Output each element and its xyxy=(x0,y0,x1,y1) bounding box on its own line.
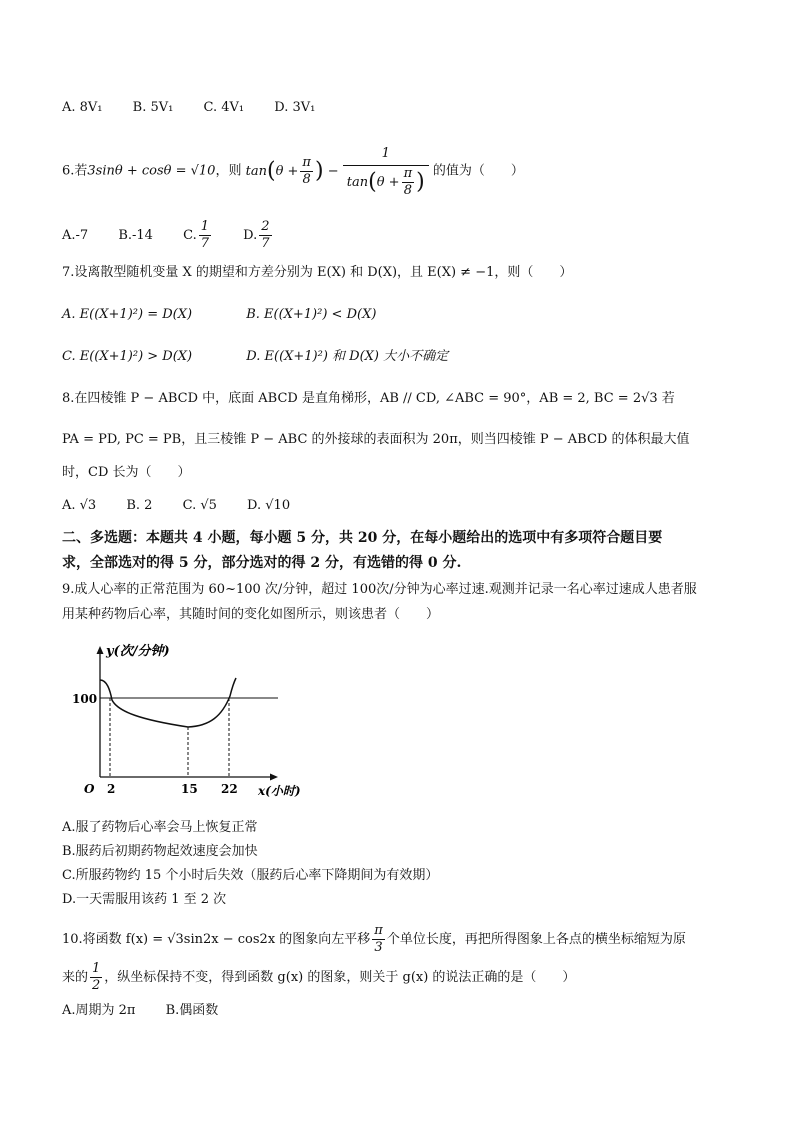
section2-heading-line2: 求，全部选对的得 5 分，部分选对的得 2 分，有选错的得 0 分. xyxy=(62,555,462,571)
q7-option-a: A. E((X+1)²) = D(X) xyxy=(62,307,193,322)
q10-line1 xyxy=(62,920,686,960)
q6-expression: tan(θ + $\frac{\pi}{8}$ ) − 1 tan(θ + $\frac{\pi}{8}$ ) xyxy=(246,164,433,179)
q10-line2-a: 来的 xyxy=(62,970,89,985)
x-tick-22: 22 xyxy=(221,782,238,796)
q6-option-d: D. $\frac{2}{7}$ xyxy=(243,219,270,251)
q8-line3: 时，CD 长为（ ） xyxy=(62,465,191,480)
q10-option-b: B.偶函数 xyxy=(165,1003,219,1018)
q6-minus: − xyxy=(327,163,339,179)
y-axis-label: y(次/分钟) xyxy=(106,644,170,659)
q8-option-c: C. √5 xyxy=(182,498,217,513)
q6-prefix: 6.若 xyxy=(62,163,88,179)
q8-option-d: D. √10 xyxy=(247,498,291,513)
q6-option-b: B.-14 xyxy=(118,228,153,243)
q5-option-c: C. 4V₁ xyxy=(203,100,245,115)
section2-heading-line1: 二、多选题：本题共 4 小题，每小题 5 分，共 20 分，在每小题给出的选项中有多项符合题目要 xyxy=(62,530,663,546)
q8-option-a: A. √3 xyxy=(62,498,97,513)
q5-option-b: B. 5V₁ xyxy=(132,100,174,115)
x-axis-arrow xyxy=(270,774,278,781)
q8-line2: PA = PD, PC = PB，且三棱锥 P − ABC 的外接球的表面积为 20π，则当四棱锥 P − ABCD 的体积最大值 xyxy=(62,432,690,447)
q7-options-row1 xyxy=(62,305,376,325)
q10-one-half: $\frac{1}{2}$ xyxy=(92,961,101,993)
q6-stem xyxy=(62,143,524,199)
q8-options xyxy=(62,496,316,516)
q10-option-a: A.周期为 2π xyxy=(62,1003,136,1018)
q10-line1-a: 10.将函数 f(x) = √3sin2x − cos2x 的图象向左平移 xyxy=(62,932,371,947)
x-tick-15: 15 xyxy=(181,782,198,796)
q9-line2: 用某种药物后心率，其随时间的变化如图所示，则该患者（ ） xyxy=(62,607,440,622)
q7-options-row2 xyxy=(62,347,448,367)
q7-option-c: C. E((X+1)²) > D(X) xyxy=(62,349,193,364)
q6-pi-over-8-1: $\frac{\pi}{8}$ xyxy=(302,154,311,187)
q6-option-c: C. $\frac{1}{7}$ xyxy=(183,219,209,251)
q10-pi-over-3: $\frac{\pi}{3}$ xyxy=(374,923,383,955)
q6-tan-1: tan xyxy=(245,163,267,179)
q9-option-d: D.一天需服用该药 1 至 2 次 xyxy=(62,892,227,907)
q9-line1: 9.成人心率的正常范围为 60~100 次/分钟，超过 100次/分钟为心率过速.观测并记录一名心率过速成人患者服 xyxy=(62,582,697,597)
q6-suffix: 的值为（ ） xyxy=(432,163,524,179)
x-tick-2: 2 xyxy=(107,782,116,796)
q5-options xyxy=(62,98,341,118)
y-tick-100: 100 xyxy=(72,692,98,706)
q6-theta-plus-1: θ + xyxy=(275,163,299,179)
q9-option-b: B.服药后初期药物起效速度会加快 xyxy=(62,844,258,859)
q6-options xyxy=(62,218,300,254)
q8-line1: 8.在四棱锥 P − ABCD 中，底面 ABCD 是直角梯形，AB // CD, ∠ABC = 90°，AB = 2, BC = 2√3 若 xyxy=(62,391,675,406)
q9-option-a: A.服了药物后心率会马上恢复正常 xyxy=(62,820,258,835)
q7-option-b: B. E((X+1)²) < D(X) xyxy=(246,307,377,322)
q6-mid: ，则 xyxy=(215,163,242,179)
q6-condition: 3sinθ + cosθ = √10 xyxy=(87,163,216,179)
heart-rate-graph xyxy=(62,638,312,806)
heart-rate-curve xyxy=(100,678,236,727)
q5-option-a: A. 8V₁ xyxy=(62,100,103,115)
q9-option-c: C.所服药物约 15 个小时后失效（服药后心率下降期间为有效期） xyxy=(62,868,439,883)
q7-stem: 7.设离散型随机变量 X 的期望和方差分别为 E(X) 和 D(X)，且 E(X) ≠ −1，则（ ） xyxy=(62,265,573,280)
q8-option-b: B. 2 xyxy=(126,498,153,513)
q5-option-d: D. 3V₁ xyxy=(274,100,316,115)
q6-reciprocal: 1 tan(θ + $\frac{\pi}{8}$ ) xyxy=(343,143,429,199)
q10-line2 xyxy=(62,958,575,998)
q10-line1-b: 个单位长度，再把所得图象上各点的横坐标缩短为原 xyxy=(386,932,686,947)
x-axis-label: x(小时) xyxy=(258,784,301,798)
q10-line2-b: ，纵坐标保持不变，得到函数 g(x) 的图象，则关于 g(x) 的说法正确的是（ ） xyxy=(104,970,576,985)
origin-label: O xyxy=(84,782,95,796)
q7-option-d: D. E((X+1)²) 和 D(X) 大小不确定 xyxy=(246,349,449,364)
q6-option-a: A.-7 xyxy=(62,228,89,243)
y-axis-arrow xyxy=(97,646,104,654)
q10-options xyxy=(62,1001,244,1021)
